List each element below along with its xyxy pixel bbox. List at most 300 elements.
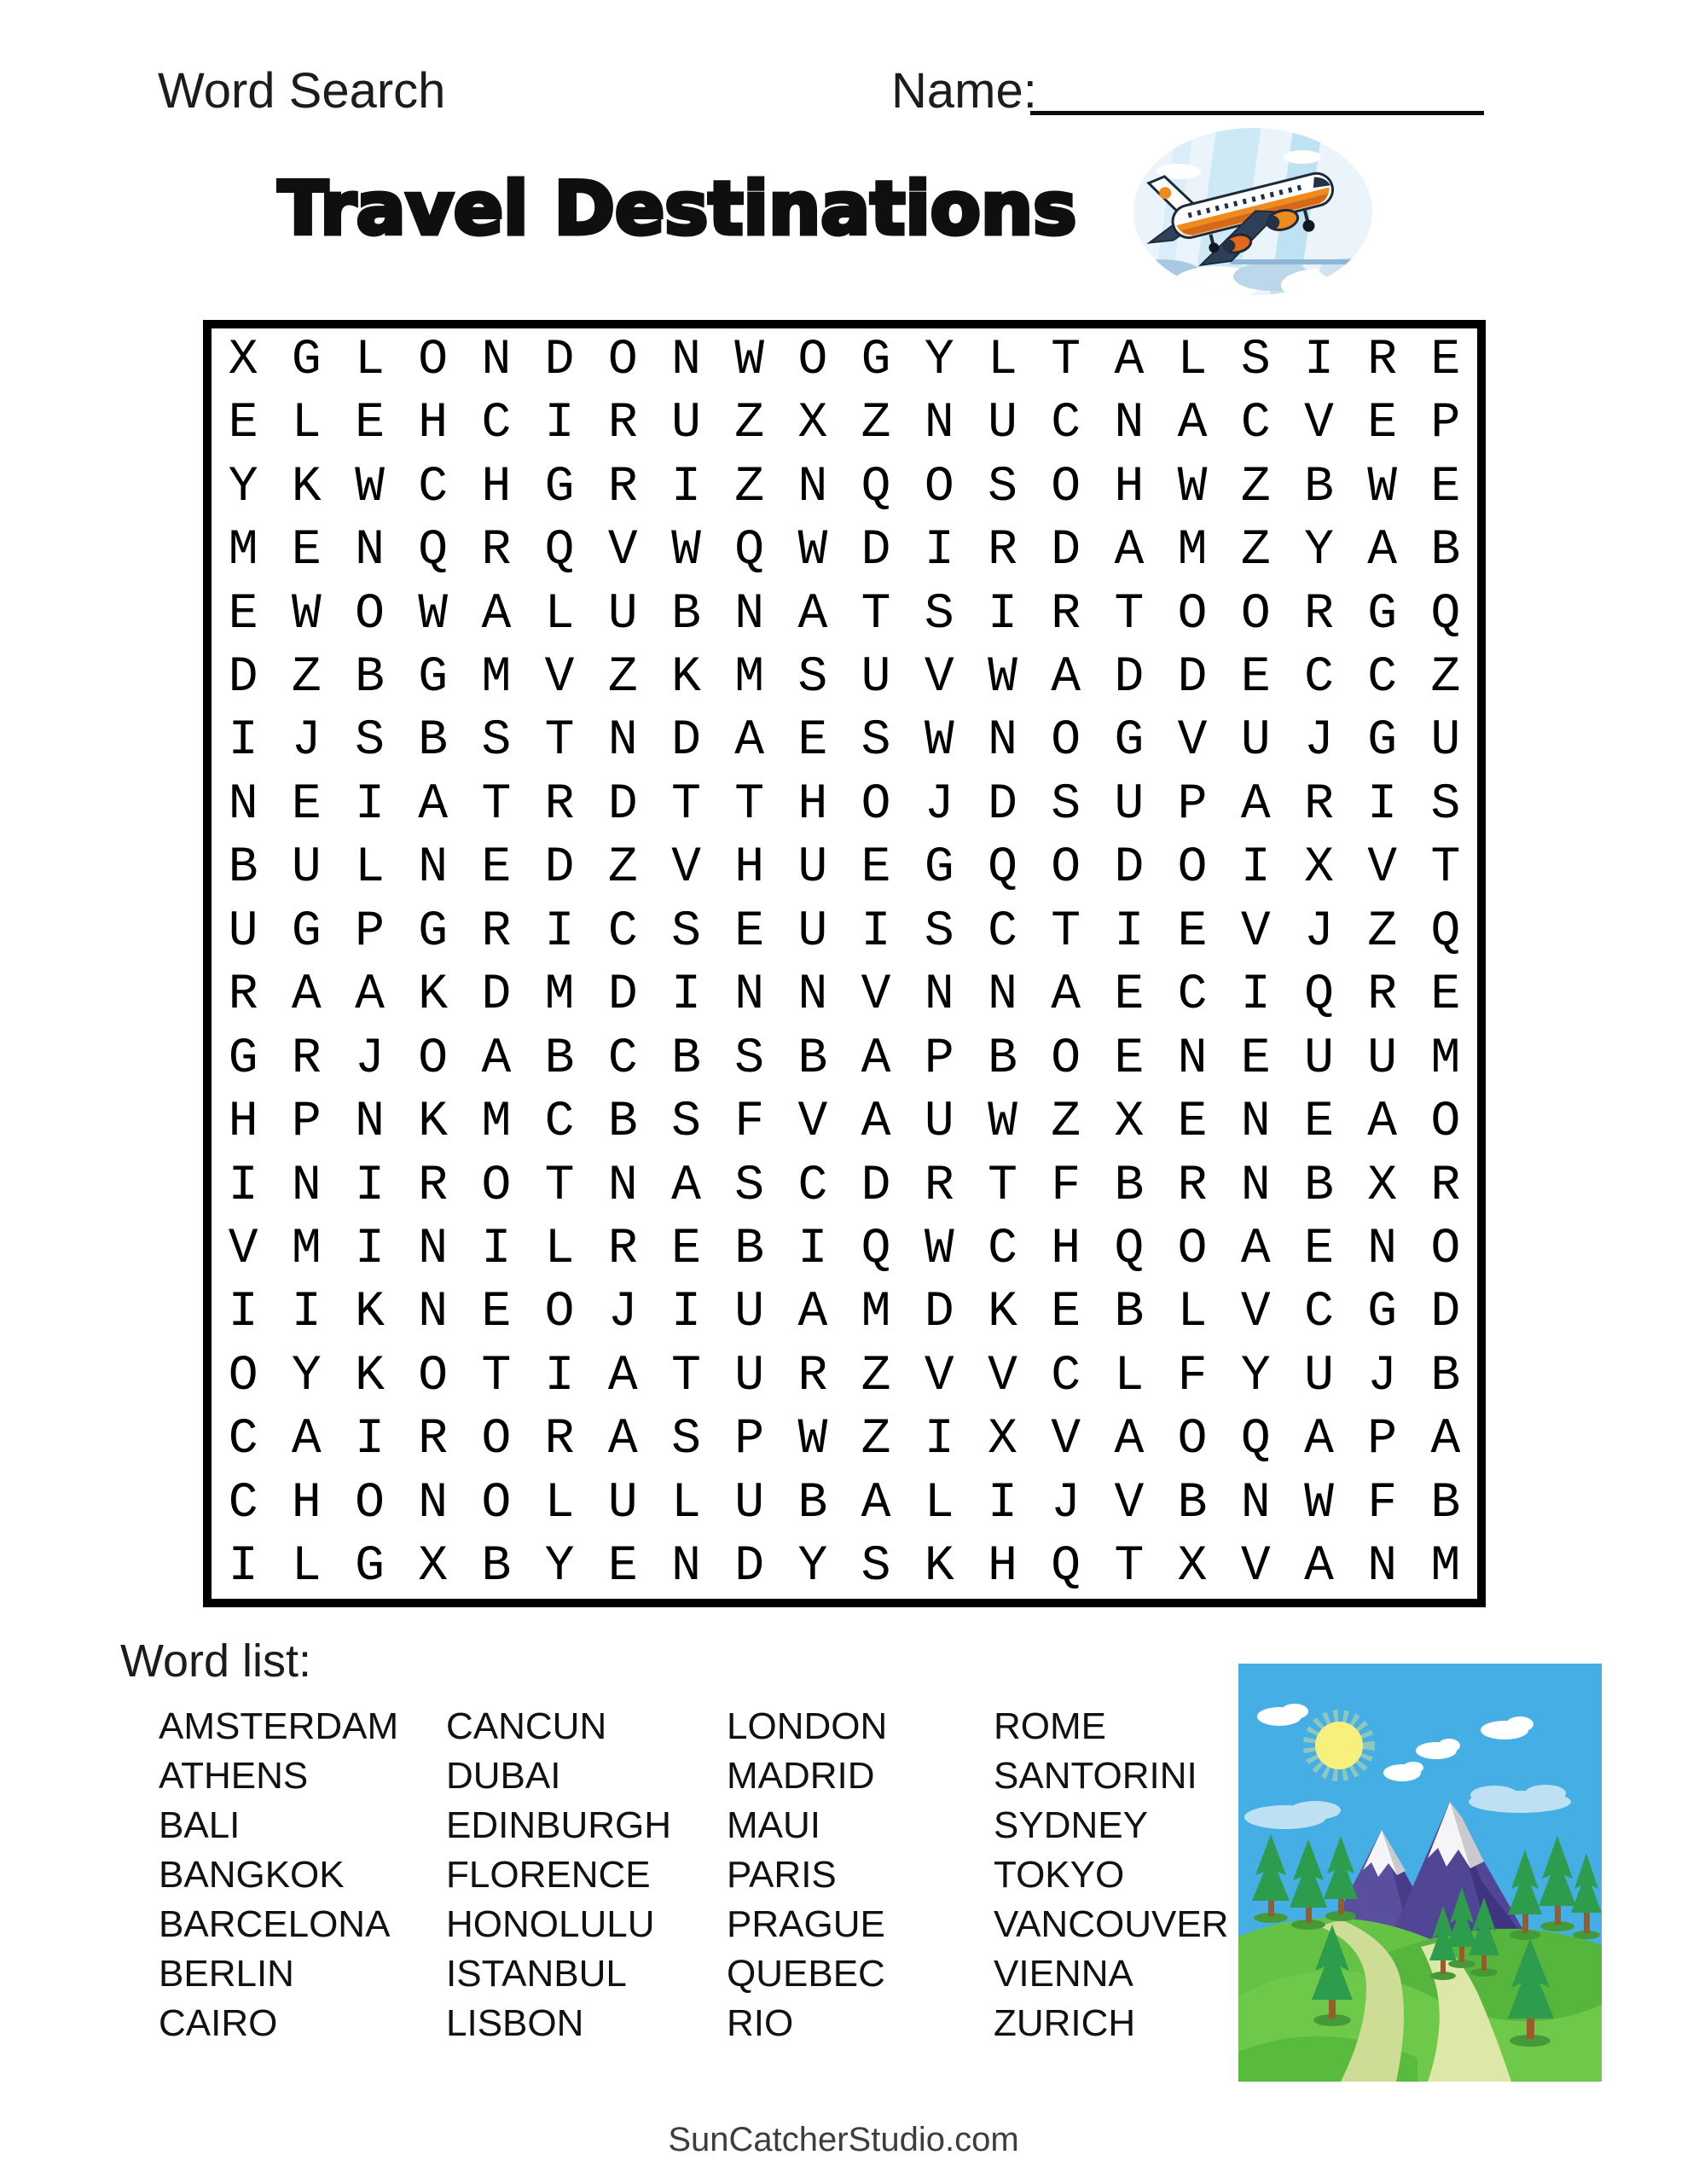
grid-letter: L [924, 1475, 954, 1531]
grid-letter: T [544, 1158, 575, 1214]
grid-letter: Q [734, 523, 765, 579]
grid-letter: O [797, 332, 828, 388]
grid-letter: S [671, 903, 701, 960]
grid-letter: D [861, 1158, 891, 1214]
grid-letter: S [1051, 776, 1081, 833]
grid-letter: N [1367, 1539, 1398, 1595]
grid-letter: O [1177, 1412, 1208, 1468]
grid-letter: Q [1304, 967, 1334, 1024]
grid-letter: Y [291, 1348, 322, 1404]
grid-letter: L [544, 1222, 575, 1278]
grid-letter: Y [1240, 1348, 1271, 1404]
grid-letter: M [291, 1222, 322, 1278]
grid-letter: I [671, 459, 701, 515]
word-list-item: LISBON [446, 2002, 584, 2044]
grid-letter: X [797, 396, 828, 452]
grid-letter: Q [1430, 903, 1461, 960]
grid-letter: I [355, 1222, 385, 1278]
grid-letter: S [861, 713, 891, 770]
grid-letter: C [988, 1222, 1017, 1278]
grid-letter: T [544, 713, 575, 770]
word-list-item: AMSTERDAM [159, 1705, 399, 1747]
word-list-item: PRAGUE [727, 1903, 885, 1945]
grid-letter: W [1304, 1475, 1334, 1531]
grid-letter: S [671, 1095, 701, 1151]
grid-letter: U [988, 396, 1017, 452]
grid-letter: F [1177, 1348, 1208, 1404]
word-list-column-2 [446, 1702, 671, 2048]
grid-letter: L [1177, 1285, 1208, 1341]
grid-letter: X [1114, 1095, 1145, 1151]
grid-letter: V [924, 649, 954, 706]
grid-letter: D [1114, 649, 1145, 706]
grid-letter: N [481, 332, 512, 388]
grid-letter: N [418, 840, 449, 897]
grid-letter: O [1430, 1222, 1461, 1278]
grid-letter: I [544, 903, 575, 960]
grid-letter: N [355, 1095, 385, 1151]
grid-letter: O [607, 332, 638, 388]
grid-letter: O [1177, 840, 1208, 897]
grid-letter: A [481, 586, 512, 642]
grid-letter: Z [291, 649, 322, 706]
grid-letter: N [1367, 1222, 1398, 1278]
grid-letter: A [355, 967, 385, 1024]
grid-letter: T [1430, 840, 1461, 897]
grid-letter: N [355, 523, 385, 579]
grid-letter: E [481, 1285, 512, 1341]
grid-letter: W [418, 586, 449, 642]
grid-letter: L [1177, 332, 1208, 388]
grid-letter: J [1304, 903, 1334, 960]
grid-letter: F [1367, 1475, 1398, 1531]
grid-letter: T [671, 1348, 701, 1404]
grid-letter: E [1240, 649, 1271, 706]
grid-letter: K [924, 1539, 954, 1595]
grid-letter: E [671, 1222, 701, 1278]
grid-letter: D [607, 967, 638, 1024]
word-list-item: ISTANBUL [446, 1953, 627, 1995]
word-search-label: Word Search [158, 63, 446, 119]
grid-letter: N [924, 396, 954, 452]
grid-letter: L [988, 332, 1017, 388]
grid-letter: L [355, 840, 385, 897]
grid-letter: I [544, 396, 575, 452]
grid-letter: D [671, 713, 701, 770]
grid-letter: S [734, 1158, 765, 1214]
grid-letter: C [544, 1095, 575, 1151]
grid-letter: A [1114, 332, 1145, 388]
grid-letter: I [1367, 776, 1398, 833]
grid-letter: E [1367, 396, 1398, 452]
word-list-item: BARCELONA [159, 1903, 391, 1945]
grid-letter: D [544, 332, 575, 388]
grid-letter: A [1430, 1412, 1461, 1468]
grid-letter: R [544, 1412, 575, 1468]
word-list-column-3 [727, 1702, 887, 2048]
grid-letter: O [418, 1348, 449, 1404]
grid-letter: V [607, 523, 638, 579]
grid-letter: V [1240, 1285, 1271, 1341]
grid-letter: G [1367, 713, 1398, 770]
grid-letter: W [291, 586, 322, 642]
airplane-illustration-icon [1128, 125, 1379, 299]
grid-letter: U [734, 1475, 765, 1531]
grid-letter: P [734, 1412, 765, 1468]
grid-row [212, 1345, 1477, 1408]
grid-letter: I [988, 1475, 1017, 1531]
grid-letter: J [607, 1285, 638, 1341]
grid-letter: W [797, 1412, 828, 1468]
grid-letter: G [1367, 1285, 1398, 1341]
grid-letter: C [988, 903, 1017, 960]
grid-letter: A [607, 1348, 638, 1404]
grid-letter: R [1304, 776, 1334, 833]
grid-letter: U [861, 649, 891, 706]
grid-letter: P [355, 903, 385, 960]
grid-letter: U [924, 1095, 954, 1151]
grid-letter: Z [1430, 649, 1461, 706]
grid-letter: R [1430, 1158, 1461, 1214]
grid-letter: V [924, 1348, 954, 1404]
grid-letter: G [418, 649, 449, 706]
grid-letter: J [1367, 1348, 1398, 1404]
grid-letter: B [355, 649, 385, 706]
grid-letter: I [924, 523, 954, 579]
grid-letter: E [228, 396, 258, 452]
grid-letter: C [418, 459, 449, 515]
grid-row [212, 328, 1477, 392]
grid-row [212, 963, 1477, 1026]
grid-letter: E [1430, 459, 1461, 515]
word-list-item: QUEBEC [727, 1953, 885, 1995]
grid-letter: K [291, 459, 322, 515]
grid-row [212, 1154, 1477, 1217]
grid-letter: A [797, 1285, 828, 1341]
grid-letter: O [355, 1475, 385, 1531]
grid-letter: V [1114, 1475, 1145, 1531]
grid-letter: Y [228, 459, 258, 515]
grid-letter: Z [1240, 459, 1271, 515]
grid-letter: B [797, 1475, 828, 1531]
word-list-item: RIO [727, 2002, 794, 2044]
grid-letter: V [1367, 840, 1398, 897]
grid-letter: O [861, 776, 891, 833]
grid-letter: E [291, 523, 322, 579]
grid-letter: A [1114, 1412, 1145, 1468]
grid-letter: U [1367, 1031, 1398, 1087]
grid-letter: K [418, 967, 449, 1024]
grid-row [212, 773, 1477, 836]
grid-letter: K [355, 1285, 385, 1341]
grid-letter: O [481, 1158, 512, 1214]
name-label: Name: [891, 63, 1037, 119]
grid-row [212, 1409, 1477, 1472]
grid-letter: E [1304, 1222, 1334, 1278]
grid-letter: H [1114, 459, 1145, 515]
grid-letter: U [1240, 713, 1271, 770]
grid-letter: F [1051, 1158, 1081, 1214]
word-list-item: MADRID [727, 1755, 875, 1797]
grid-letter: R [418, 1412, 449, 1468]
grid-letter: Q [1240, 1412, 1271, 1468]
grid-letter: X [1304, 840, 1334, 897]
grid-letter: R [544, 776, 575, 833]
grid-letter: L [544, 1475, 575, 1531]
grid-letter: L [291, 1539, 322, 1595]
grid-letter: O [924, 459, 954, 515]
grid-letter: S [988, 459, 1017, 515]
grid-letter: Q [1114, 1222, 1145, 1278]
grid-letter: L [544, 586, 575, 642]
grid-letter: E [797, 713, 828, 770]
grid-letter: W [1367, 459, 1398, 515]
grid-letter: Z [607, 649, 638, 706]
grid-letter: B [1304, 1158, 1334, 1214]
grid-letter: H [481, 459, 512, 515]
grid-letter: Y [544, 1539, 575, 1595]
grid-letter: U [1114, 776, 1145, 833]
grid-letter: Z [734, 396, 765, 452]
grid-letter: E [1114, 967, 1145, 1024]
grid-letter: A [291, 967, 322, 1024]
grid-letter: C [1304, 649, 1334, 706]
grid-letter: P [291, 1095, 322, 1151]
grid-letter: F [734, 1095, 765, 1151]
grid-letter: A [861, 1095, 891, 1151]
grid-letter: I [228, 1158, 258, 1214]
grid-letter: O [1051, 713, 1081, 770]
grid-letter: A [671, 1158, 701, 1214]
grid-letter: I [355, 1158, 385, 1214]
grid-letter: R [1367, 967, 1398, 1024]
grid-letter: N [1114, 396, 1145, 452]
grid-row [212, 837, 1477, 900]
grid-letter: Y [924, 332, 954, 388]
grid-letter: E [1240, 1031, 1271, 1087]
grid-letter: H [291, 1475, 322, 1531]
grid-letter: A [734, 713, 765, 770]
word-list-item: ZURICH [994, 2002, 1136, 2044]
grid-letter: Q [861, 459, 891, 515]
grid-letter: R [607, 1222, 638, 1278]
grid-letter: A [861, 1475, 891, 1531]
grid-row [212, 392, 1477, 455]
grid-letter: O [1051, 1031, 1081, 1087]
grid-letter: B [228, 840, 258, 897]
grid-letter: I [671, 1285, 701, 1341]
grid-row [212, 1472, 1477, 1535]
grid-letter: N [607, 713, 638, 770]
grid-letter: V [1304, 396, 1334, 452]
grid-letter: D [924, 1285, 954, 1341]
grid-letter: B [671, 1031, 701, 1087]
grid-letter: U [797, 840, 828, 897]
grid-letter: E [1114, 1031, 1145, 1087]
grid-letter: H [797, 776, 828, 833]
grid-row [212, 1536, 1477, 1599]
grid-letter: C [228, 1475, 258, 1531]
grid-letter: M [1430, 1031, 1461, 1087]
grid-letter: X [1177, 1539, 1208, 1595]
grid-letter: O [1430, 1095, 1461, 1151]
grid-letter: B [1430, 1348, 1461, 1404]
grid-letter: C [1304, 1285, 1334, 1341]
grid-letter: A [1367, 523, 1398, 579]
grid-letter: B [671, 586, 701, 642]
grid-letter: W [988, 649, 1017, 706]
grid-letter: N [1240, 1095, 1271, 1151]
grid-letter: E [291, 776, 322, 833]
grid-letter: O [1177, 1222, 1208, 1278]
grid-letter: L [291, 396, 322, 452]
grid-letter: I [1240, 840, 1271, 897]
grid-letter: T [988, 1158, 1017, 1214]
grid-letter: G [1114, 713, 1145, 770]
grid-letter: D [1430, 1285, 1461, 1341]
grid-letter: L [355, 332, 385, 388]
grid-letter: V [988, 1348, 1017, 1404]
grid-letter: K [988, 1285, 1017, 1341]
grid-letter: N [291, 1158, 322, 1214]
grid-letter: T [671, 776, 701, 833]
grid-letter: N [1240, 1158, 1271, 1214]
grid-letter: O [418, 332, 449, 388]
word-list-item: HONOLULU [446, 1903, 655, 1945]
grid-letter: C [1051, 396, 1081, 452]
grid-letter: I [671, 967, 701, 1024]
grid-letter: V [797, 1095, 828, 1151]
grid-letter: I [228, 713, 258, 770]
grid-letter: U [734, 1348, 765, 1404]
grid-letter: S [1240, 332, 1271, 388]
grid-letter: E [228, 586, 258, 642]
grid-letter: I [924, 1412, 954, 1468]
grid-letter: B [1177, 1475, 1208, 1531]
grid-letter: I [228, 1539, 258, 1595]
word-list-item: BANGKOK [159, 1854, 345, 1896]
grid-letter: V [671, 840, 701, 897]
grid-letter: O [355, 586, 385, 642]
grid-letter: O [481, 1412, 512, 1468]
grid-letter: M [481, 649, 512, 706]
grid-letter: C [481, 396, 512, 452]
grid-letter: I [355, 776, 385, 833]
grid-letter: N [734, 967, 765, 1024]
grid-letter: Y [1304, 523, 1334, 579]
grid-row [212, 519, 1477, 582]
grid-letter: R [481, 523, 512, 579]
grid-letter: A [1114, 523, 1145, 579]
word-list-item: EDINBURGH [446, 1804, 672, 1846]
grid-letter: B [607, 1095, 638, 1151]
grid-row [212, 1217, 1477, 1281]
grid-letter: E [1304, 1095, 1334, 1151]
grid-letter: D [1177, 649, 1208, 706]
grid-letter: A [1367, 1095, 1398, 1151]
grid-letter: E [355, 396, 385, 452]
grid-letter: T [861, 586, 891, 642]
grid-letter: W [924, 1222, 954, 1278]
grid-letter: A [291, 1412, 322, 1468]
grid-letter: I [355, 1412, 385, 1468]
grid-letter: R [228, 967, 258, 1024]
grid-letter: O [1240, 586, 1271, 642]
grid-letter: G [418, 903, 449, 960]
grid-letter: J [355, 1031, 385, 1087]
grid-letter: W [1177, 459, 1208, 515]
grid-letter: X [228, 332, 258, 388]
word-list-column-1 [159, 1702, 398, 2048]
grid-letter: Q [861, 1222, 891, 1278]
grid-letter: J [924, 776, 954, 833]
grid-letter: N [607, 1158, 638, 1214]
grid-letter: S [924, 586, 954, 642]
grid-letter: D [481, 967, 512, 1024]
grid-letter: A [1240, 1222, 1271, 1278]
grid-letter: Q [1051, 1539, 1081, 1595]
word-grid [203, 320, 1486, 1607]
word-list-column-4 [994, 1702, 1228, 2048]
grid-letter: B [988, 1031, 1017, 1087]
grid-letter: A [1240, 776, 1271, 833]
footer-credit: SunCatcherStudio.com [668, 2121, 1019, 2158]
grid-letter: B [418, 713, 449, 770]
grid-letter: R [481, 903, 512, 960]
grid-letter: R [607, 396, 638, 452]
grid-letter: O [1051, 840, 1081, 897]
word-list-item: ATHENS [159, 1755, 309, 1797]
grid-letter: X [418, 1539, 449, 1595]
grid-letter: A [797, 586, 828, 642]
grid-letter: G [291, 903, 322, 960]
grid-letter: T [1114, 1539, 1145, 1595]
grid-letter: E [1177, 1095, 1208, 1151]
grid-letter: D [544, 840, 575, 897]
grid-letter: Q [418, 523, 449, 579]
grid-letter: W [924, 713, 954, 770]
grid-letter: Z [1367, 903, 1398, 960]
grid-letter: R [1051, 586, 1081, 642]
grid-letter: N [671, 332, 701, 388]
grid-letter: D [861, 523, 891, 579]
word-list-label: Word list: [120, 1635, 312, 1687]
grid-row [212, 1090, 1477, 1153]
grid-letter: Z [734, 459, 765, 515]
grid-letter: B [1114, 1158, 1145, 1214]
grid-letter: I [228, 1285, 258, 1341]
grid-letter: W [797, 523, 828, 579]
word-list-item: DUBAI [446, 1755, 561, 1797]
grid-letter: U [291, 840, 322, 897]
grid-letter: D [1114, 840, 1145, 897]
grid-letter: N [797, 459, 828, 515]
grid-letter: E [1051, 1285, 1081, 1341]
grid-letter: Z [861, 396, 891, 452]
grid-letter: D [1051, 523, 1081, 579]
grid-letter: A [1051, 967, 1081, 1024]
grid-letter: I [988, 586, 1017, 642]
grid-letter: G [544, 459, 575, 515]
grid-letter: N [418, 1285, 449, 1341]
puzzle-title: Travel Destinations [278, 166, 1077, 252]
grid-letter: U [1430, 713, 1461, 770]
grid-letter: X [1367, 1158, 1398, 1214]
grid-letter: A [1304, 1412, 1334, 1468]
grid-letter: V [861, 967, 891, 1024]
grid-letter: E [734, 903, 765, 960]
grid-letter: C [1051, 1348, 1081, 1404]
